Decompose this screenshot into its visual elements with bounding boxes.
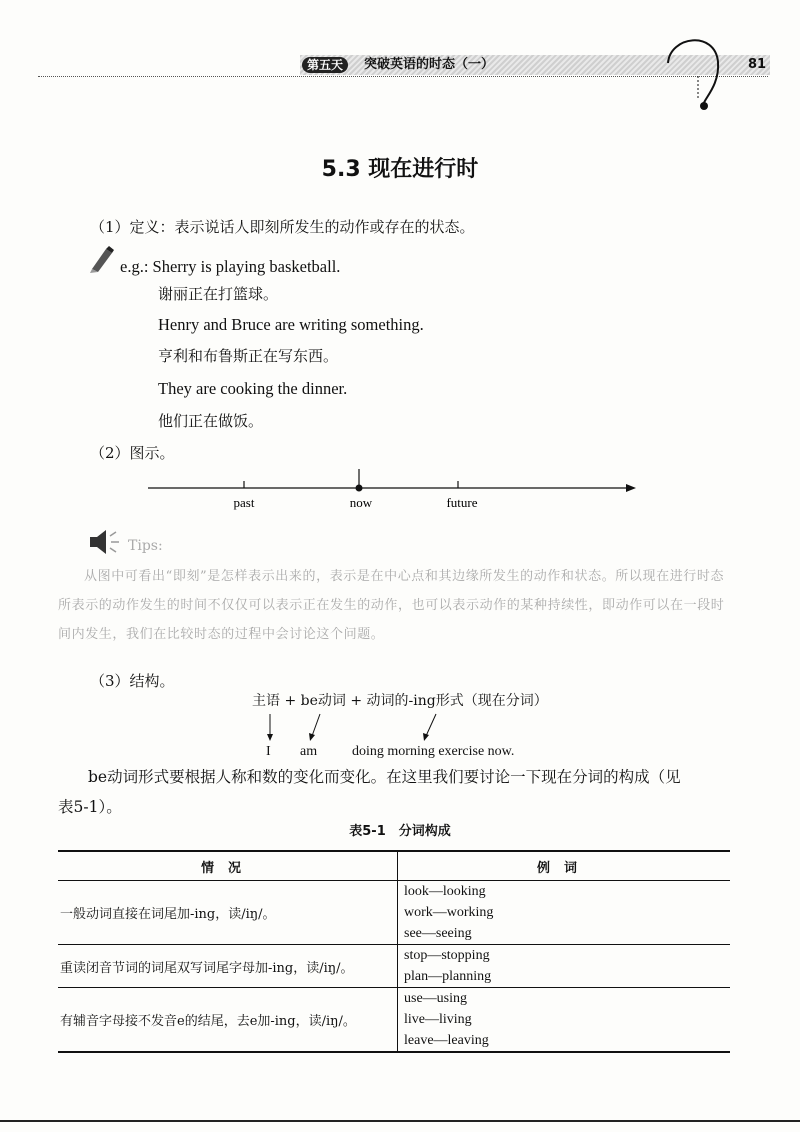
timeline-diagram bbox=[140, 464, 640, 520]
example-en: They are cooking the dinner. bbox=[158, 379, 348, 398]
example-word: plan—planning bbox=[404, 969, 492, 984]
timeline-label-now: now bbox=[349, 495, 373, 510]
rule-cell: 重读闭音节词的词尾双写词尾字母加-ing，读/iŋ/。 bbox=[58, 945, 398, 988]
examples-cell bbox=[398, 881, 731, 945]
arrow-down-icon bbox=[309, 733, 315, 741]
tips-label: Tips: bbox=[128, 538, 163, 554]
timeline-label-future: future bbox=[446, 495, 478, 510]
example-word: use—using bbox=[404, 991, 467, 1006]
header-divider bbox=[38, 76, 768, 77]
examples-cell bbox=[398, 988, 731, 1053]
tips-paragraph: 从图中可看出“即刻”是怎样表示出来的，表示是在中心点和其边缘所发生的动作和状态。所以现在进行时态所表示的动作发生的时间不仅仅可以表示正在发生的动作，也可以表示动作的某种持续性，即动作可以在一段时间内发生，我们在比较时态的过程中会讨论这个问题。 bbox=[58, 569, 725, 642]
formula-be: am bbox=[300, 744, 318, 759]
table-header-row bbox=[58, 851, 730, 881]
arrow-down-icon bbox=[267, 734, 273, 741]
diagram-heading: （2）图示。 bbox=[90, 444, 175, 462]
table-caption: 表5-1 分词构成 bbox=[349, 824, 451, 839]
formula-arrows bbox=[258, 710, 458, 744]
pen-icon bbox=[88, 245, 114, 273]
example-word: leave—leaving bbox=[404, 1033, 489, 1048]
footer-rule bbox=[0, 1120, 800, 1122]
timeline-label-past: past bbox=[233, 495, 255, 510]
definition-text: （1）定义：表示说话人即刻所发生的动作或存在的状态。 bbox=[90, 218, 475, 236]
example-en: Henry and Bruce are writing something. bbox=[158, 315, 424, 334]
formula-subject: I bbox=[266, 744, 271, 759]
example-word: stop—stopping bbox=[404, 948, 490, 963]
example-en: Sherry is playing basketball. bbox=[152, 257, 341, 276]
paragraph-line-2: 表5-1）。 bbox=[58, 798, 122, 816]
participle-table bbox=[58, 850, 730, 1053]
header-situation: 情况 bbox=[58, 851, 398, 881]
example-zh: 亨利和布鲁斯正在写东西。 bbox=[158, 347, 339, 365]
rule-cell: 一般动词直接在词尾加-ing，读/iŋ/。 bbox=[58, 881, 398, 945]
formula-verb: doing morning exercise now. bbox=[352, 744, 515, 759]
table-row bbox=[58, 881, 730, 945]
header-examples: 例词 bbox=[398, 851, 731, 881]
example-word: look—looking bbox=[404, 884, 486, 899]
example-word: work—working bbox=[404, 905, 494, 920]
examples-cell bbox=[398, 945, 731, 988]
structure-heading: （3）结构。 bbox=[90, 672, 175, 690]
section-title: 5.3 现在进行时 bbox=[321, 157, 479, 182]
structure-formula: 主语 + be动词 + 动词的-ing形式（现在分词） bbox=[252, 693, 548, 709]
table-row bbox=[58, 988, 730, 1053]
now-dot bbox=[356, 485, 363, 492]
example-zh: 谢丽正在打篮球。 bbox=[158, 285, 279, 303]
example-zh: 他们正在做饭。 bbox=[158, 412, 264, 430]
page-number: 81 bbox=[748, 57, 767, 72]
example-word: live—living bbox=[404, 1012, 472, 1027]
speaker-icon bbox=[88, 528, 124, 556]
arrow-right-icon bbox=[626, 484, 636, 492]
swirl-decoration-icon bbox=[660, 28, 730, 118]
eg-prefix: e.g.: bbox=[120, 257, 149, 276]
day-badge: 第五天 bbox=[302, 57, 348, 73]
arrow-down-icon bbox=[423, 733, 429, 741]
rule-cell: 有辅音字母接不发音e的结尾，去e加-ing，读/iŋ/。 bbox=[58, 988, 398, 1053]
paragraph-line-1: be动词形式要根据人称和数的变化而变化。在这里我们要讨论一下现在分词的构成（见 bbox=[88, 768, 681, 786]
table-row bbox=[58, 945, 730, 988]
example-word: see—seeing bbox=[404, 926, 472, 941]
chapter-title: 突破英语的时态（一） bbox=[364, 57, 495, 72]
